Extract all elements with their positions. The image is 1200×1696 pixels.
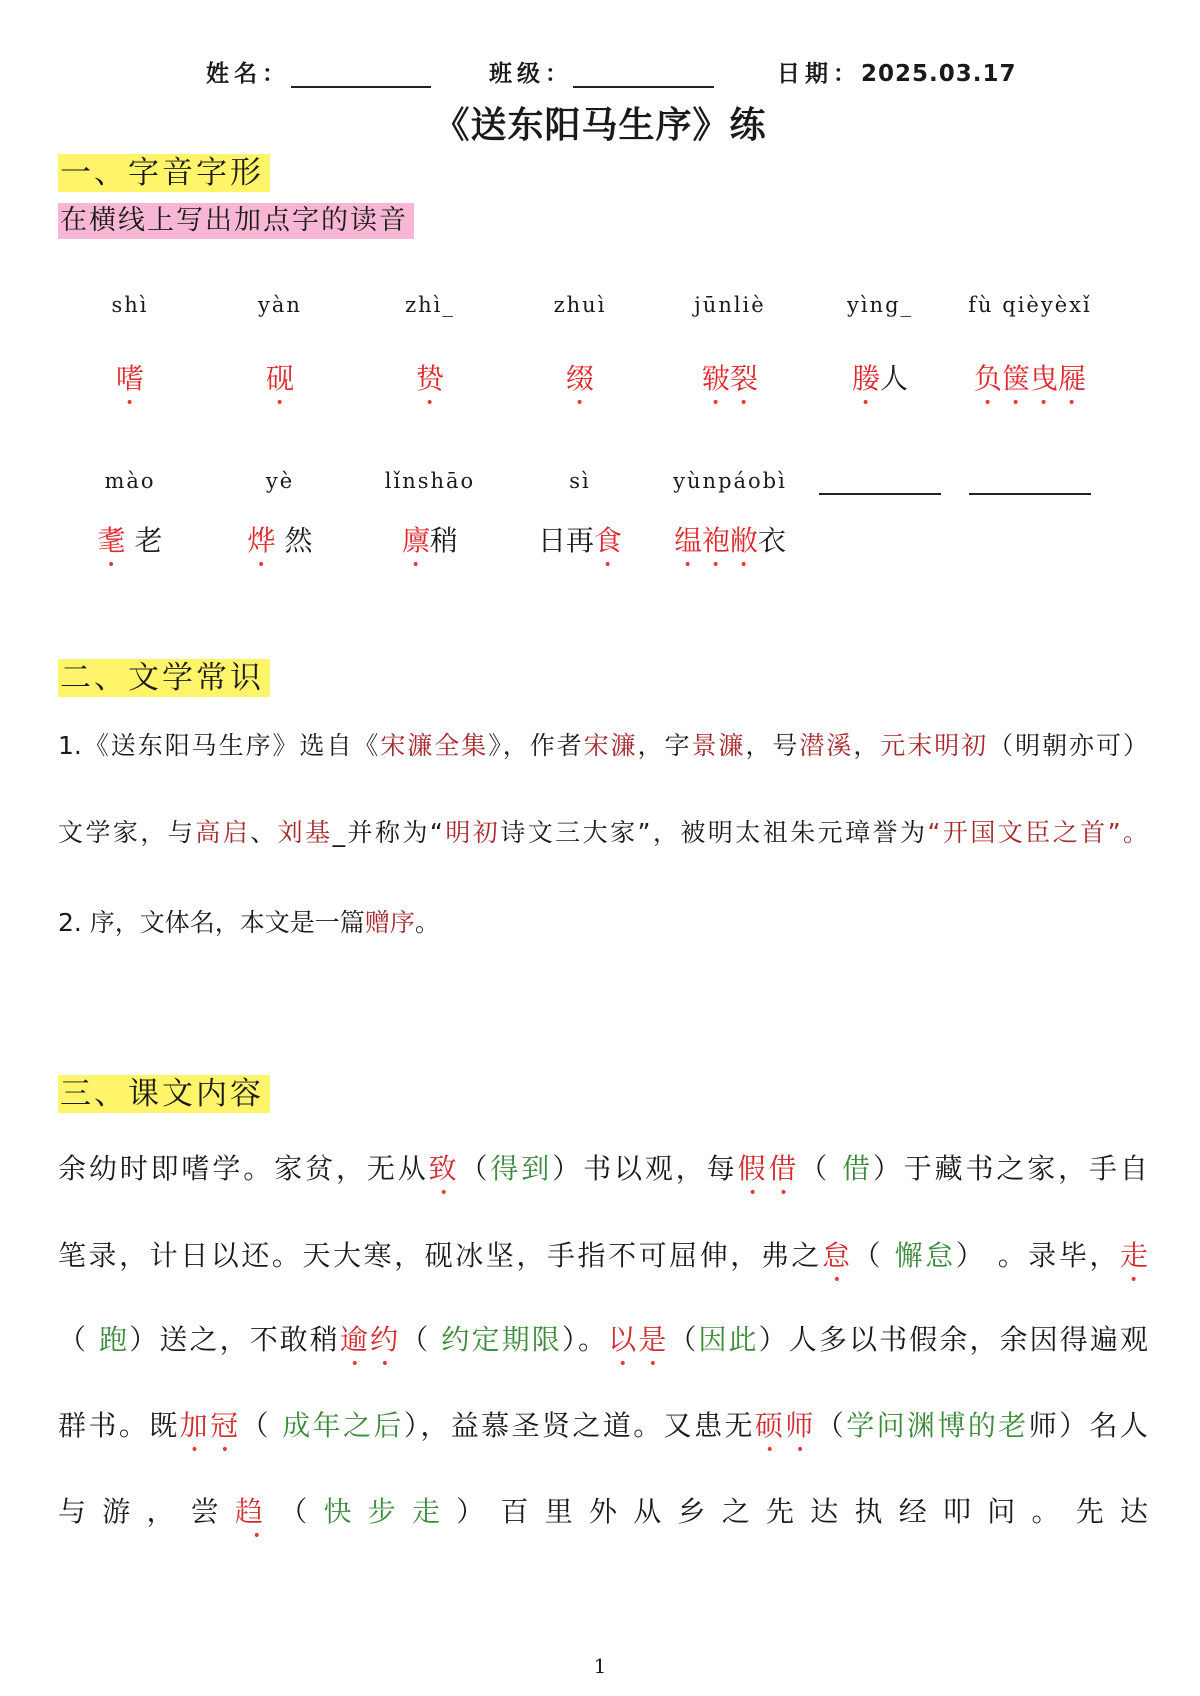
class-label: 班级： (489, 61, 573, 87)
dotted-char: 食 (594, 524, 623, 557)
text: 笔录，计日以还。天大寒，砚冰坚，手指不可屈伸，弗之 (58, 1239, 822, 1272)
text: ，字 (637, 731, 692, 760)
gloss-text: 快步走 (323, 1495, 457, 1528)
answer-text: 宋濂 (583, 731, 638, 760)
date-label: 日期： (777, 61, 861, 87)
pinyin-row-1 (55, 293, 1105, 396)
blank-line (969, 469, 1091, 495)
pinyin-answer: zhuì (553, 293, 607, 317)
answer-text: 潜溪 (799, 731, 854, 760)
answer-blank (955, 469, 1105, 558)
text: ，号 (745, 731, 800, 760)
gloss-text: 因此 (698, 1323, 759, 1356)
text: ）于藏书之家，手自 (872, 1152, 1148, 1185)
gloss-text: 跑 (99, 1323, 130, 1356)
word (116, 362, 144, 396)
blank-line (819, 469, 941, 495)
text: 与游，尝 (58, 1495, 235, 1528)
text: （ (400, 1323, 442, 1356)
text: 文学家，与 (58, 818, 196, 847)
dotted-word: 以是 (608, 1323, 669, 1356)
text: 诗文三大家”，被明太祖朱元璋誉为 (500, 818, 928, 847)
text-line-4 (58, 1409, 1148, 1458)
word (566, 362, 594, 396)
text: ）人多以书假余，余因得遍观 (758, 1323, 1148, 1356)
text: （ (799, 1152, 842, 1185)
dotted-char: 缊袍敝 (673, 524, 758, 557)
plain-char: 然 (275, 524, 313, 557)
name-blank (291, 86, 431, 88)
text: （ (815, 1409, 847, 1442)
answer-text: 景濂 (691, 731, 746, 760)
pinyin-item (55, 293, 205, 396)
gloss-text: 成年之后 (282, 1409, 404, 1442)
text: 1.《送东阳马生序》选自《 (58, 731, 381, 760)
plain-char: 衣 (758, 524, 787, 557)
text-line-1 (58, 1152, 1148, 1201)
pinyin-answer: shì (111, 293, 149, 317)
word (248, 524, 313, 558)
text: （ (668, 1323, 699, 1356)
text: ， (853, 731, 881, 760)
literature-item-2 (58, 907, 1148, 939)
text-line-2 (58, 1239, 1148, 1288)
text: ）。 (561, 1323, 609, 1356)
pinyin-answer: sì (569, 469, 591, 493)
dotted-char: 贽 (415, 362, 444, 395)
pinyin-row-2 (55, 469, 1105, 558)
pinyin-answer: zhì_ (405, 293, 455, 317)
answer-text: 赠序 (364, 908, 415, 937)
text: ）书以观，每 (552, 1152, 738, 1185)
word (702, 362, 758, 396)
class-blank (573, 86, 714, 88)
word (852, 362, 908, 396)
dotted-char: 烨 (247, 524, 276, 557)
text: （ (852, 1239, 895, 1272)
answer-text: 刘基 (277, 818, 333, 847)
pinyin-answer: yùnpáobì (673, 469, 787, 493)
worksheet-header (0, 58, 1200, 92)
answer-text: 元末明初 (880, 731, 989, 760)
pinyin-answer: yìng_ (846, 293, 914, 317)
gloss-text: 懈怠 (894, 1239, 956, 1272)
plain-char: 稍 (430, 524, 459, 557)
dotted-char: 媵 (851, 362, 880, 395)
text: ） 。录毕， (955, 1239, 1120, 1272)
dotted-char: 负箧曳屣 (973, 362, 1086, 395)
pinyin-item (505, 469, 655, 558)
dotted-word: 怠 (821, 1239, 853, 1272)
gloss-text: 得到 (490, 1152, 553, 1185)
text: ）百里外从乡之先达执经叩问。先达 (456, 1495, 1148, 1528)
pinyin-item (55, 469, 205, 558)
answer-text: “开国文臣之首”。 (927, 818, 1149, 847)
pinyin-item (955, 293, 1105, 396)
section1-heading: 一、字音字形 (58, 154, 270, 192)
word (416, 362, 444, 396)
dotted-word: 致 (428, 1152, 460, 1185)
literature-item-1-cont (58, 817, 1148, 849)
section3-heading: 三、课文内容 (58, 1075, 270, 1113)
text: 2. 序，文体名，本文是一篇 (58, 908, 365, 937)
text: （ (240, 1409, 283, 1442)
pinyin-item (505, 293, 655, 396)
date-value: 2025.03.17 (861, 61, 1017, 87)
text: （ (459, 1152, 491, 1185)
text: 师）名人 (1028, 1409, 1148, 1442)
pinyin-answer: jūnliè (694, 293, 766, 317)
plain-char: 日再 (537, 524, 594, 557)
literature-item-1 (58, 730, 1148, 762)
gloss-text: 借 (841, 1152, 873, 1185)
text: （明朝亦可） (988, 731, 1148, 760)
worksheet-title: 《送东阳马生序》练 (433, 105, 767, 146)
dotted-word: 走 (1119, 1239, 1148, 1272)
dotted-char: 皲裂 (701, 362, 758, 395)
word (266, 362, 294, 396)
pinyin-item (655, 469, 805, 558)
text: ）送之，不敢稍 (129, 1323, 341, 1356)
text: ），益慕圣贤之道。又患无 (403, 1409, 755, 1442)
text: _并称为“ (332, 818, 443, 847)
word (538, 524, 622, 558)
plain-char: 老 (125, 524, 163, 557)
text: 余幼时即嗜学。家贫，无从 (58, 1152, 429, 1185)
plain-char: 人 (880, 362, 909, 395)
pinyin-item (355, 293, 505, 396)
dotted-word: 硕师 (754, 1409, 816, 1442)
pinyin-answer: fù qièyèxǐ (968, 293, 1092, 317)
answer-text: 明初 (442, 818, 501, 847)
date-field (777, 58, 1017, 90)
dotted-char: 廪 (401, 524, 430, 557)
text: 、 (250, 818, 278, 847)
section1-instruction: 在横线上写出加点字的读音 (58, 203, 414, 239)
text: 》，作者 (488, 731, 584, 760)
text-line-3 (58, 1323, 1148, 1372)
name-label: 姓名： (206, 61, 290, 87)
pinyin-answer: lǐnshāo (384, 469, 476, 493)
dotted-char: 缀 (565, 362, 594, 395)
pinyin-item (655, 293, 805, 396)
page-number: 1 (593, 1654, 607, 1678)
text: 群书。既 (58, 1409, 180, 1442)
dotted-char: 嗜 (115, 362, 144, 395)
pinyin-item (805, 293, 955, 396)
text: 。 (414, 908, 440, 937)
word (402, 524, 458, 558)
gloss-text: 学问渊博的老 (846, 1409, 1029, 1442)
dotted-char: 砚 (265, 362, 294, 395)
dotted-char: 耄 (97, 524, 126, 557)
answer-text: 高启 (195, 818, 251, 847)
text: （ (279, 1495, 324, 1528)
pinyin-item (355, 469, 505, 558)
dotted-word: 加冠 (179, 1409, 241, 1442)
dotted-word: 趋 (235, 1495, 280, 1528)
pinyin-answer: mào (104, 469, 156, 493)
word (674, 524, 786, 558)
pinyin-item (205, 469, 355, 558)
answer-blank (805, 469, 955, 558)
dotted-word: 假借 (737, 1152, 800, 1185)
gloss-text: 约定期限 (441, 1323, 562, 1356)
section2-heading: 二、文学常识 (58, 659, 270, 697)
text: （ (58, 1323, 100, 1356)
text-line-5 (58, 1495, 1148, 1544)
pinyin-item (205, 293, 355, 396)
answer-text: 宋濂全集 (380, 731, 489, 760)
dotted-word: 逾约 (340, 1323, 401, 1356)
word (974, 362, 1086, 396)
pinyin-answer: yè (265, 469, 295, 493)
pinyin-answer: yàn (258, 293, 302, 317)
word (98, 524, 163, 558)
